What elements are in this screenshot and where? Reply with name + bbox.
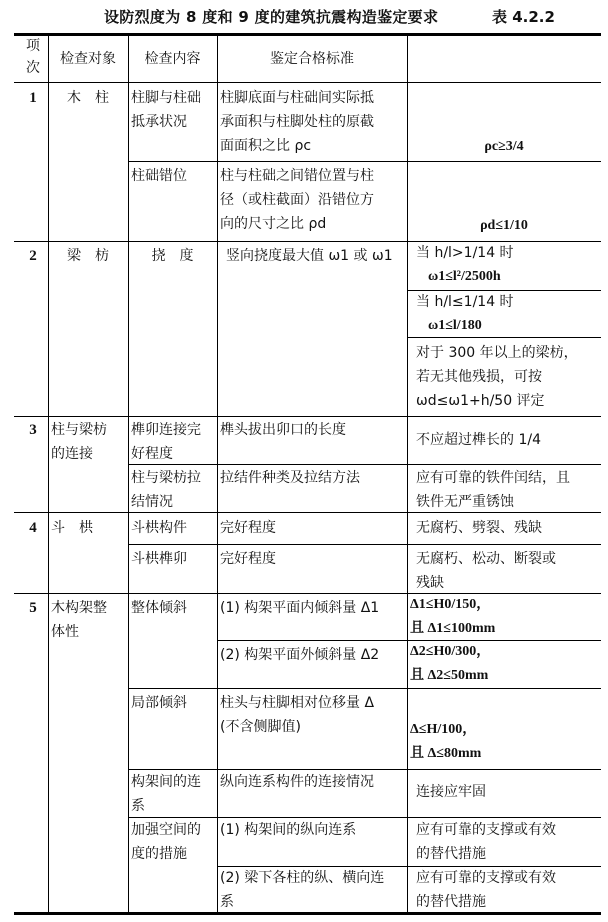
row-standard: (1) 构架间的纵向连系 (220, 822, 357, 838)
subrow-line (128, 544, 601, 545)
formula-line: 且 Δ2≤50mm (410, 668, 489, 683)
text-line: 柱头与柱脚相对位移量 Δ (220, 695, 375, 711)
row-content: 局部倾斜 (131, 695, 187, 711)
row-standard: 纵向连系构件的连接情况 (220, 774, 374, 790)
row-index: 1 (29, 90, 37, 106)
row-index: 4 (29, 520, 37, 536)
text-line: 加强空间的 (131, 822, 201, 838)
col-divider-3 (217, 35, 218, 913)
text-line: 应有可靠的支撑或有效 (416, 870, 556, 886)
text-line: 当 h/l>1/14 时 (416, 245, 514, 261)
text-line: 铁件无严重锈蚀 (416, 494, 514, 510)
table-caption (0, 6, 608, 26)
row-criteria: ρd≤1/10 (480, 218, 528, 233)
row-standard: 完好程度 (220, 551, 276, 567)
row-criteria (416, 466, 570, 514)
subrow-line (128, 161, 601, 162)
row-criteria: 不应超过榫长的 1/4 (416, 432, 541, 448)
formula-line: Δ1≤H0/150， (410, 597, 491, 612)
formula-line: 且 Δ1≤100mm (410, 621, 496, 636)
text-line: 的替代措施 (416, 894, 486, 910)
row-content: 挠 度 (151, 248, 194, 264)
subrow-line (217, 640, 601, 641)
row-index: 5 (29, 600, 37, 616)
row-standard: 拉结件种类及拉结方法 (220, 470, 360, 486)
header-index-line1: 项 (26, 38, 40, 54)
row-object (51, 418, 107, 466)
text-line: 径（或柱截面）沿错位方 (220, 192, 374, 208)
text-line: 度的措施 (131, 846, 187, 862)
row-content: 柱础错位 (131, 168, 187, 184)
text-line: 无腐朽、松动、断裂或 (416, 551, 556, 567)
row-standard (220, 691, 374, 739)
text-line: 榫卯连接完 (131, 422, 201, 438)
text-line: 柱与梁枋拉 (131, 470, 201, 486)
row-criteria (410, 640, 490, 688)
text-line: 柱脚与柱础 (131, 90, 201, 106)
text-line: 的替代措施 (416, 846, 486, 862)
row-object: 斗 栱 (51, 520, 93, 536)
row-content: 斗栱构件 (131, 520, 187, 536)
header-bottom-line (14, 82, 601, 83)
text-line: 柱与梁枋 (51, 422, 107, 438)
formula-line: Δ≤H/100， (410, 722, 477, 737)
row-object: 木 柱 (67, 90, 109, 106)
text-line: (不含侧脚值) (220, 719, 301, 735)
header-object: 检查对象 (60, 51, 116, 67)
row-criteria (416, 241, 514, 289)
row-standard: (1) 构架平面内倾斜量 Δ1 (220, 600, 380, 616)
text-line: 当 h/l≤1/14 时 (416, 294, 514, 310)
formula-line: Δ2≤H0/300， (410, 644, 491, 659)
row-standard (220, 164, 374, 236)
text-line: 残缺 (416, 575, 444, 591)
row-standard: 竖向挠度最大值 ω1 或 ω1 (226, 248, 393, 264)
row-criteria (416, 866, 556, 914)
row-criteria: ρc≥3/4 (484, 139, 524, 154)
text-line: 构架间的连 (131, 774, 201, 790)
row-index: 2 (29, 248, 37, 264)
row-standard: (2) 构架平面外倾斜量 Δ2 (220, 647, 380, 663)
table-number: 表 4.2.2 (492, 8, 555, 26)
text-line: 木构架整 (51, 600, 107, 616)
row-content (131, 818, 201, 866)
row-content (131, 86, 201, 134)
table-top-rule (14, 33, 601, 36)
header-index (18, 35, 48, 79)
formula-line: ωd≤ω1+h/50 评定 (416, 393, 545, 409)
text-line: 面面积之比 ρc (220, 138, 312, 154)
row-standard (220, 86, 374, 158)
text-line: 系 (220, 894, 234, 910)
text-line: 应有可靠的支撑或有效 (416, 822, 556, 838)
row-criteria (410, 593, 495, 641)
text-line: 好程度 (131, 446, 173, 462)
row-index: 3 (29, 422, 37, 438)
row-content (131, 466, 201, 514)
col-divider-1 (48, 35, 49, 913)
row-content (131, 418, 201, 466)
col-divider-2 (128, 35, 129, 913)
row-content: 整体倾斜 (131, 600, 187, 616)
subrow-line (128, 688, 601, 689)
text-line: 的连接 (51, 446, 93, 462)
formula-line: ω1≤l/180 (428, 318, 482, 333)
text-line: 承面积与柱脚处柱的原截 (220, 114, 374, 130)
text-line: 结情况 (131, 494, 173, 510)
row-criteria (410, 718, 481, 766)
row-criteria (416, 341, 578, 413)
row-object: 梁 枋 (67, 248, 109, 264)
text-line: 若无其他残损，可按 (416, 369, 542, 385)
row-criteria (416, 290, 514, 338)
row-standard (220, 866, 384, 914)
text-line: (2) 梁下各柱的纵、横向连 (220, 870, 385, 886)
text-line: 体性 (51, 624, 79, 640)
row-content: 斗栱榫卯 (131, 551, 187, 567)
formula-line: 且 Δ≤80mm (410, 746, 482, 761)
row-criteria (416, 547, 556, 595)
row-criteria: 连接应牢固 (416, 784, 486, 800)
text-line: 柱脚底面与柱础间实际抵 (220, 90, 374, 106)
row-standard: 完好程度 (220, 520, 276, 536)
row-divider-3 (14, 416, 601, 417)
formula-line: ω1≤l²/2500h (428, 269, 501, 284)
col-divider-4 (407, 35, 408, 913)
row-standard: 榫头拔出卯口的长度 (220, 422, 346, 438)
row-content (131, 770, 201, 818)
text-line: 抵承状况 (131, 114, 187, 130)
header-content: 检查内容 (144, 51, 201, 67)
table-title: 设防烈度为 8 度和 9 度的建筑抗震构造鉴定要求 (104, 8, 439, 26)
text-line: 应有可靠的铁件闰结，且 (416, 470, 570, 486)
text-line: 对于 300 年以上的梁枋， (416, 345, 578, 361)
header-standard: 鉴定合格标准 (270, 51, 354, 67)
text-line: 系 (131, 798, 145, 814)
text-line: 向的尺寸之比 ρd (220, 216, 327, 232)
row-criteria: 无腐朽、劈裂、残缺 (416, 520, 542, 536)
row-criteria (416, 818, 556, 866)
text-line: 柱与柱础之间错位置与柱 (220, 168, 374, 184)
row-object (51, 596, 107, 644)
header-index-line2: 次 (26, 60, 40, 76)
